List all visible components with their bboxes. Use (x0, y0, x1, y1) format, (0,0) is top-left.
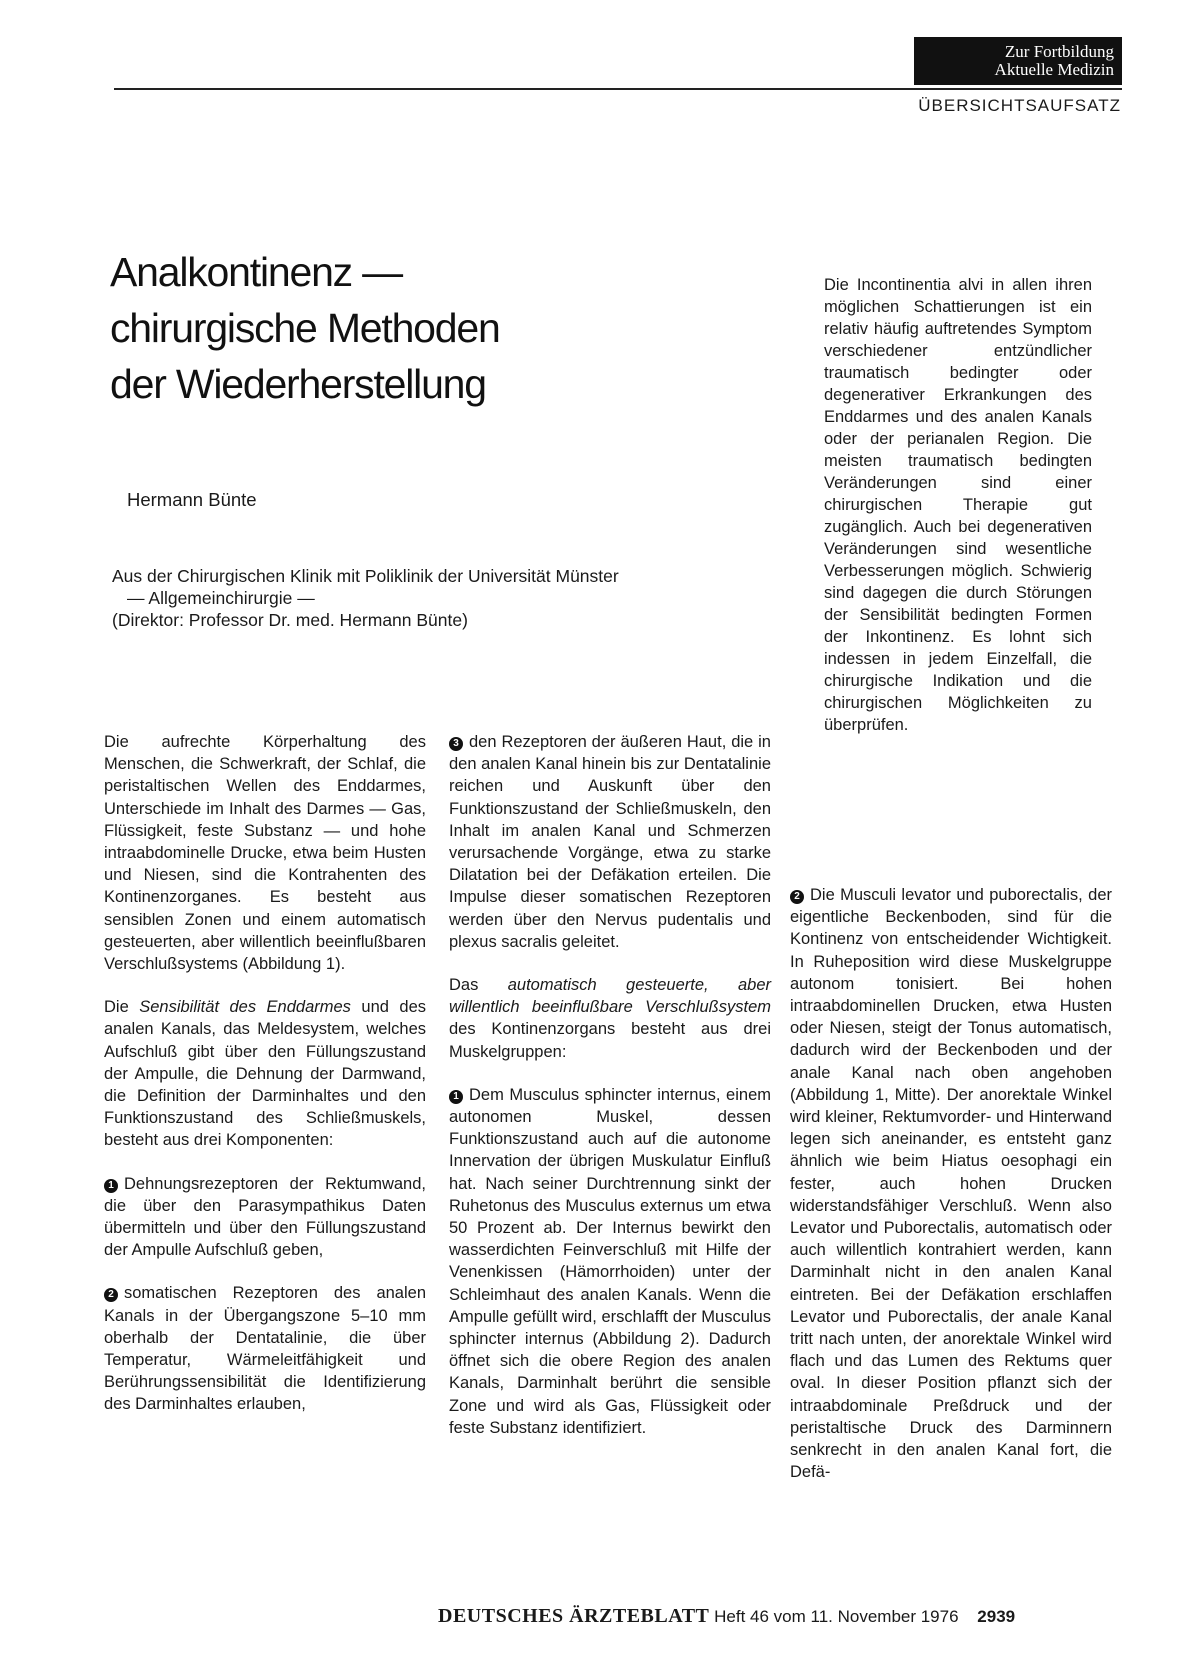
text: den Rezeptoren der äußeren Haut, die in den analen Kanal hinein bis zur Dentatalinie reichen und Auskunft über den Funktionszustand der Schließmuskeln, den Inhalt im analen Kanal und Schmerzen verursachende Vorgänge, etwa zu starke Dilatation bei der Defäkation erteilen. Die Impulse dieser somatischen Rezeptoren werden über den Nervus pudentalis und plexus sacralis geleitet. (449, 733, 771, 951)
article-title (110, 244, 500, 412)
section-label: ÜBERSICHTSAUFSATZ (918, 96, 1121, 115)
journal-name: DEUTSCHES ÄRZTEBLATT (438, 1605, 710, 1627)
author: Hermann Bünte (127, 489, 257, 510)
title-line-3: der Wiederherstellung (110, 361, 486, 407)
list-item (449, 731, 771, 953)
paragraph: Die aufrechte Körperhaltung des Menschen, die Schwerkraft, der Schlaf, die peristaltischen Wellen des Enddarmes, Unterschiede im Inhalt des Darmes — Gas, Flüssigkeit, feste Substanz — und hohe intraabdominelle Drucke, etwa beim Husten und Niesen, sind die Kontrahenten des Kontinenzorganes. Es besteht aus sensiblen Zonen und einem automatisch gesteuerten, aber willentlich beeinflußbaren Verschlußsystems (Abbildung 1). (104, 733, 426, 974)
emphasis: Sensibilität des Enddarmes (139, 998, 351, 1017)
badge-line-1: Zur Fortbildung (1004, 42, 1114, 61)
emphasis: automatisch gesteuerte, aber willentlich beeinflußbare Verschlußsystem (449, 976, 771, 1017)
text: Dem Musculus sphincter internus, einem autonomen Muskel, dessen Funktionszustand auch auf die autonome Innervation der übrigen Muskulatur Einfluß hat. Nach seiner Durchtrennung sinkt der Ruhetonus des Musculus externus um etwa 50 Prozent ab. Der Internus bewirkt den wasserdichten Feinverschluß mit Hilfe der Venenkissen (Hämorrhoiden) unter der Schleimhaut des analen Kanals. Wenn die Ampulle gefüllt wird, erschlafft der Musculus sphincter internus (Abbildung 2). Dadurch öffnet sich die obere Region des analen Kanals, Darminhalt berührt die sensible Zone und wird als Gas, Flüssigkeit oder feste Substanz identifiziert. (449, 1085, 771, 1437)
circled-number-icon: 2 (104, 1288, 118, 1302)
paragraph (104, 996, 426, 1151)
text: des Kontinenzorgans besteht aus drei Muskelgruppen: (449, 1020, 771, 1061)
header-rule (114, 88, 1122, 90)
rubric-badge (914, 37, 1122, 85)
body-column-1 (104, 731, 426, 1437)
page-number: 2939 (977, 1607, 1016, 1626)
list-item (104, 1282, 426, 1415)
body-column-2 (449, 731, 771, 1460)
circled-number-icon: 2 (790, 890, 804, 904)
abstract: Die Incontinentia alvi in allen ihren möglichen Schattierungen ist ein relativ häufig auftretendes Symptom verschiedener entzündlicher traumatisch bedingter oder degenerativer Erkrankungen des Enddarmes und des analen Kanals oder der perianalen Region. Die meisten traumatisch bedingten Veränderungen sind einer chirurgischen Therapie gut zugänglich. Auch bei degenerativen Veränderungen sind wesentliche Verbesserungen möglich. Schwierig sind dagegen die durch Störungen der Sensibilität bedingten Formen der Inkontinenz. Es lohnt sich indessen in jedem Einzelfall, die chirurgische Indikation und die chirurgischen Möglichkeiten zu überprüfen. (824, 276, 1092, 734)
circled-number-icon: 3 (449, 737, 463, 751)
circled-number-icon: 1 (449, 1090, 463, 1104)
text: Die Musculi levator und puborectalis, der eigentliche Beckenboden, sind für die Kontinenz von entscheidender Wichtigkeit. In Ruheposition wird diese Muskelgruppe autonom tonisiert. Bei hohen intraabdominellen Drucken, etwa Husten oder Niesen, steigt der Tonus automatisch, dadurch wird der Beckenboden und der anale Kanal nach oben angehoben (Abbildung 1, Mitte). Der anorektale Winkel wird kleiner, Rektumvorder- und Hinterwand legen sich aneinander, es entsteht ganz ähnlich wie beim Hiatus oesophagi ein fester, auch hohen Drucken widerstandsfähiger Verschluß. Wenn also Levator und Puborectalis, automatisch oder auch willentlich kontrahiert werden, kann Darminhalt nicht in den analen Kanal eintreten. Bei der Defäkation erschlaffen Levator und Puborectalis, der anale Kanal tritt nach unten, der anorektale Winkel wird flach und das Lumen des Rektums quer oval. In dieser Position pflanzt sich der intraabdominale Preßdruck und der peristaltische Druck des Darminnern senkrecht in den analen Kanal fort, die Defä- (790, 886, 1112, 1482)
text: Dehnungsrezeptoren der Rektumwand, die über den Parasympathikus Daten übermitteln und über den Füllungszustand der Ampulle Aufschluß geben, (104, 1174, 426, 1260)
text: somatischen Rezeptoren des analen Kanals in der Übergangszone 5–10 mm oberhalb der Dentatalinie, die über Temperatur, Wärmeleitfähigkeit und Berührungssensibilität die Identifizierung des Darminhaltes erlauben, (104, 1284, 426, 1414)
text: Das (449, 976, 508, 995)
affiliation-line-3: (Direktor: Professor Dr. med. Hermann Bünte) (112, 610, 468, 630)
affiliation-line-2: — Allgemeinchirurgie — (127, 588, 315, 608)
list-item (104, 1173, 426, 1262)
list-item (790, 884, 1112, 1483)
circled-number-icon: 1 (104, 1179, 118, 1193)
paragraph (449, 974, 771, 1063)
text: Die (104, 998, 140, 1017)
page-footer (438, 1605, 1015, 1628)
text: und des analen Kanals, das Meldesystem, welches Aufschluß gibt über den Füllungszustand der Ampulle, die Dehnung der Darmwand, die Definition der Darminhaltes und den Funktionszustand des Schließmuskels, besteht aus drei Komponenten: (104, 998, 426, 1150)
list-item (449, 1084, 771, 1439)
affiliation (112, 565, 619, 631)
title-line-2: chirurgische Methoden (110, 305, 500, 351)
badge-line-2: Aktuelle Medizin (994, 60, 1114, 79)
affiliation-line-1: Aus der Chirurgischen Klinik mit Poliklinik der Universität Münster (112, 566, 619, 586)
body-column-3 (790, 884, 1112, 1504)
title-line-1: Analkontinenz — (110, 249, 402, 295)
issue-info: Heft 46 vom 11. November 1976 (714, 1607, 959, 1626)
